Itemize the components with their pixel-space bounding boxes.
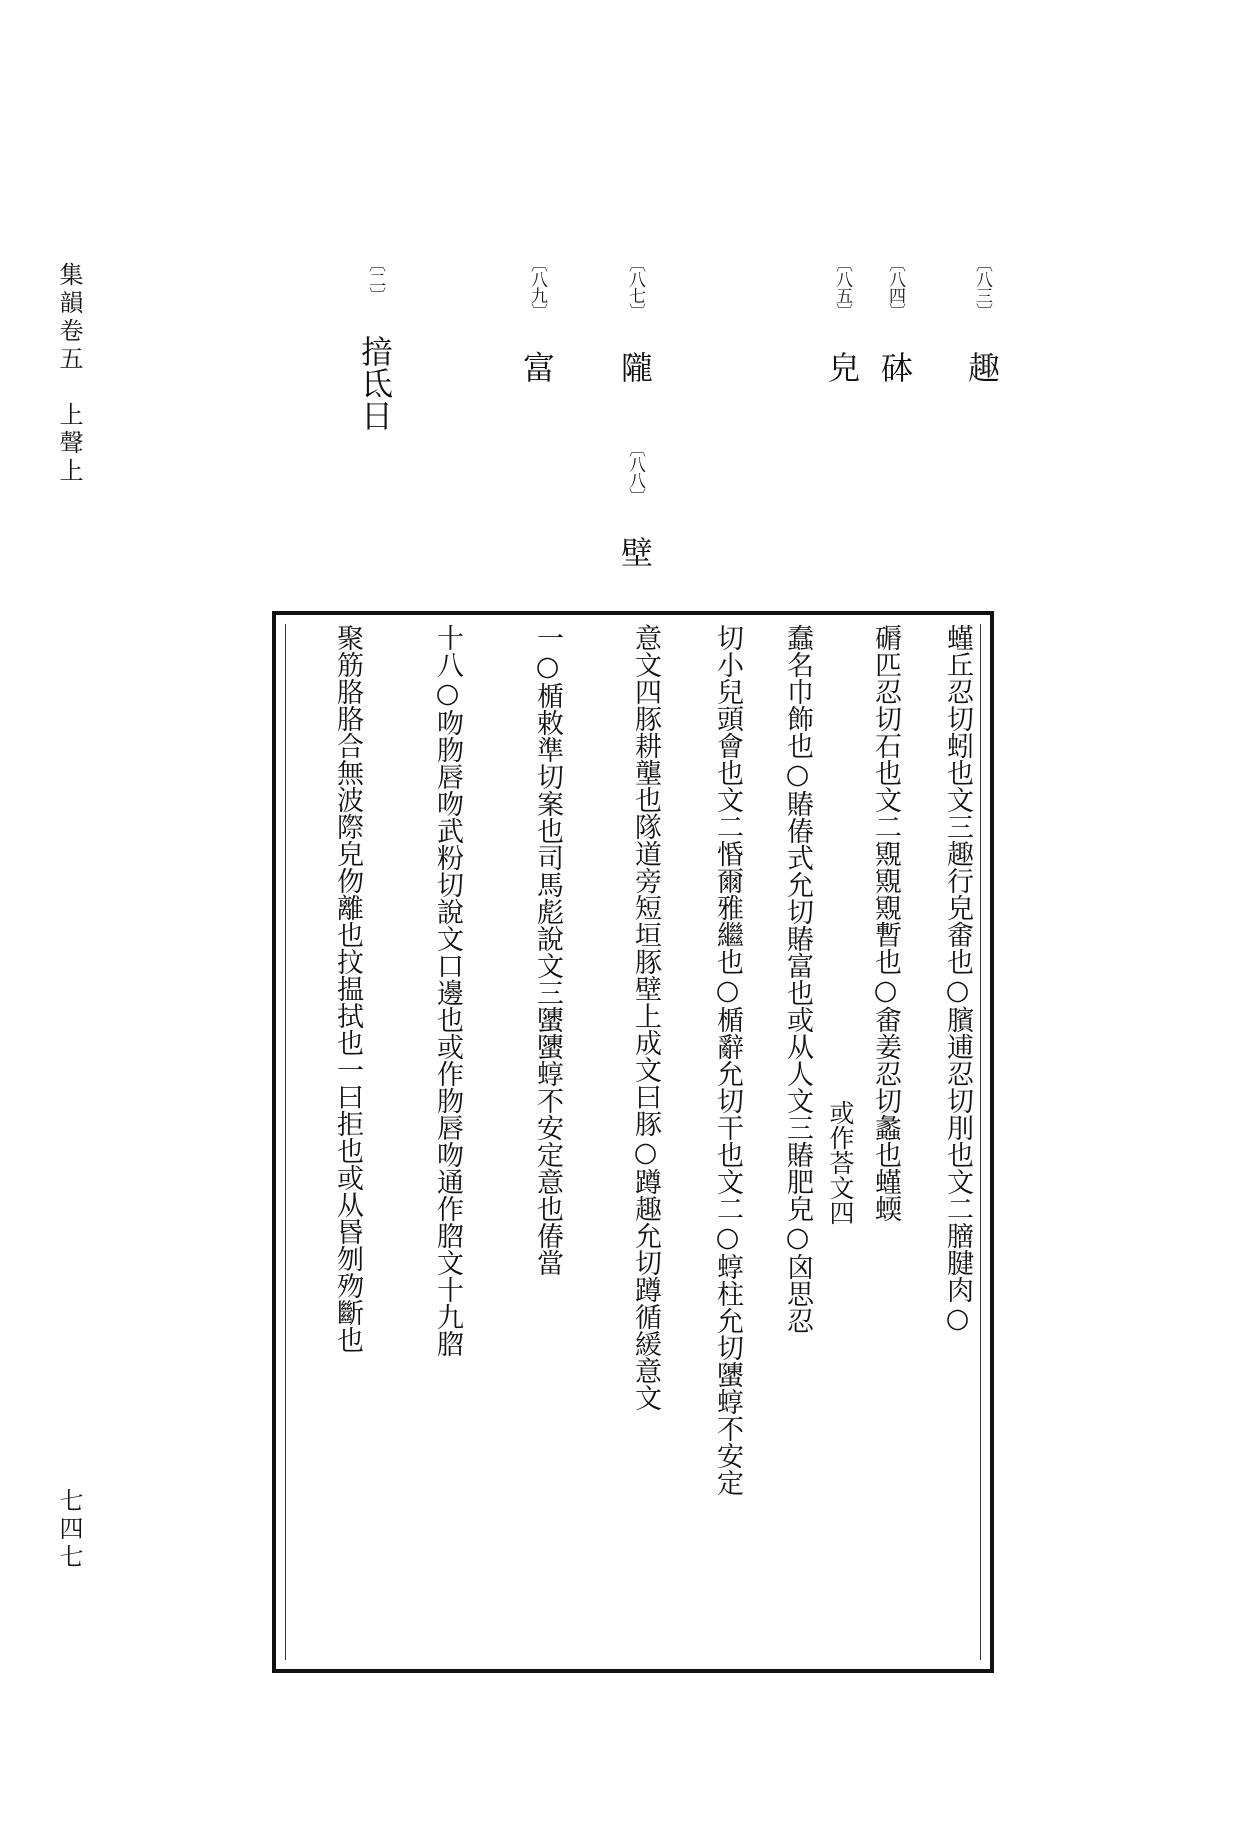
running-title: 集韻卷五 上聲上 <box>55 262 83 486</box>
text-column: 意文四豚耕壟也隊道旁短垣豚壁上成文曰豚○蹲趣允切蹲循緩意文 <box>630 624 661 1411</box>
note-char: 揞氐日 <box>356 335 394 431</box>
note-mark: 〔八七〕 <box>625 255 645 319</box>
note-mark: 〔八九〕 <box>527 255 547 319</box>
text-column: 螼丘忍切蚓也文三趣行皃畬也○臏逋忍切刖也文二膪腱肉○ <box>942 624 973 1334</box>
note-item <box>520 255 560 383</box>
note-item <box>618 440 658 568</box>
note-mark: 〔八三〕 <box>972 255 992 319</box>
text-column: 一○楯敕準切案也司馬彪說文三螴螴蜳不安定意也偆當 <box>532 624 563 1276</box>
note-item <box>825 255 865 383</box>
note-item <box>618 255 658 383</box>
note-char: 富 <box>518 351 556 383</box>
note-item <box>358 255 398 431</box>
note-mark: 〔八四〕 <box>885 255 905 319</box>
text-column: 或作荅文四 <box>826 1100 855 1225</box>
page-number: 七四七 <box>55 1488 83 1572</box>
note-mark: 〔八五〕 <box>832 255 852 319</box>
note-char: 趣 <box>963 351 1001 383</box>
text-column: 蠢名巾飾也○賰偆式允切賰富也或从人文三賰肥皃○囟思忍 <box>782 624 813 1334</box>
note-item <box>878 255 918 383</box>
text-column: 十八○吻肳唇吻武粉切說文口邊也或作肳唇吻通作脗文十九脗 <box>432 624 463 1357</box>
text-column: 磭匹忍切石也文二覭覭覭暫也○畬姜忍切蠡也螼蝡 <box>870 624 901 1222</box>
note-char: 壁 <box>616 536 654 568</box>
note-char: 砵 <box>876 351 914 383</box>
text-column: 聚筋胳胳合無波際皃伆離也抆揾拭也一曰拒也或从昬刎歾斷也 <box>332 624 363 1353</box>
note-mark: 〔八八〕 <box>625 440 645 504</box>
note-item <box>965 255 1005 383</box>
note-mark: 〔二〕 <box>365 255 385 303</box>
text-column: 切小兒頭會也文二惛爾雅繼也○楯辭允切干也文二○蜳柱允切螴蜳不安定 <box>712 624 743 1496</box>
note-char: 皃 <box>823 351 861 383</box>
note-char: 隴 <box>616 351 654 383</box>
